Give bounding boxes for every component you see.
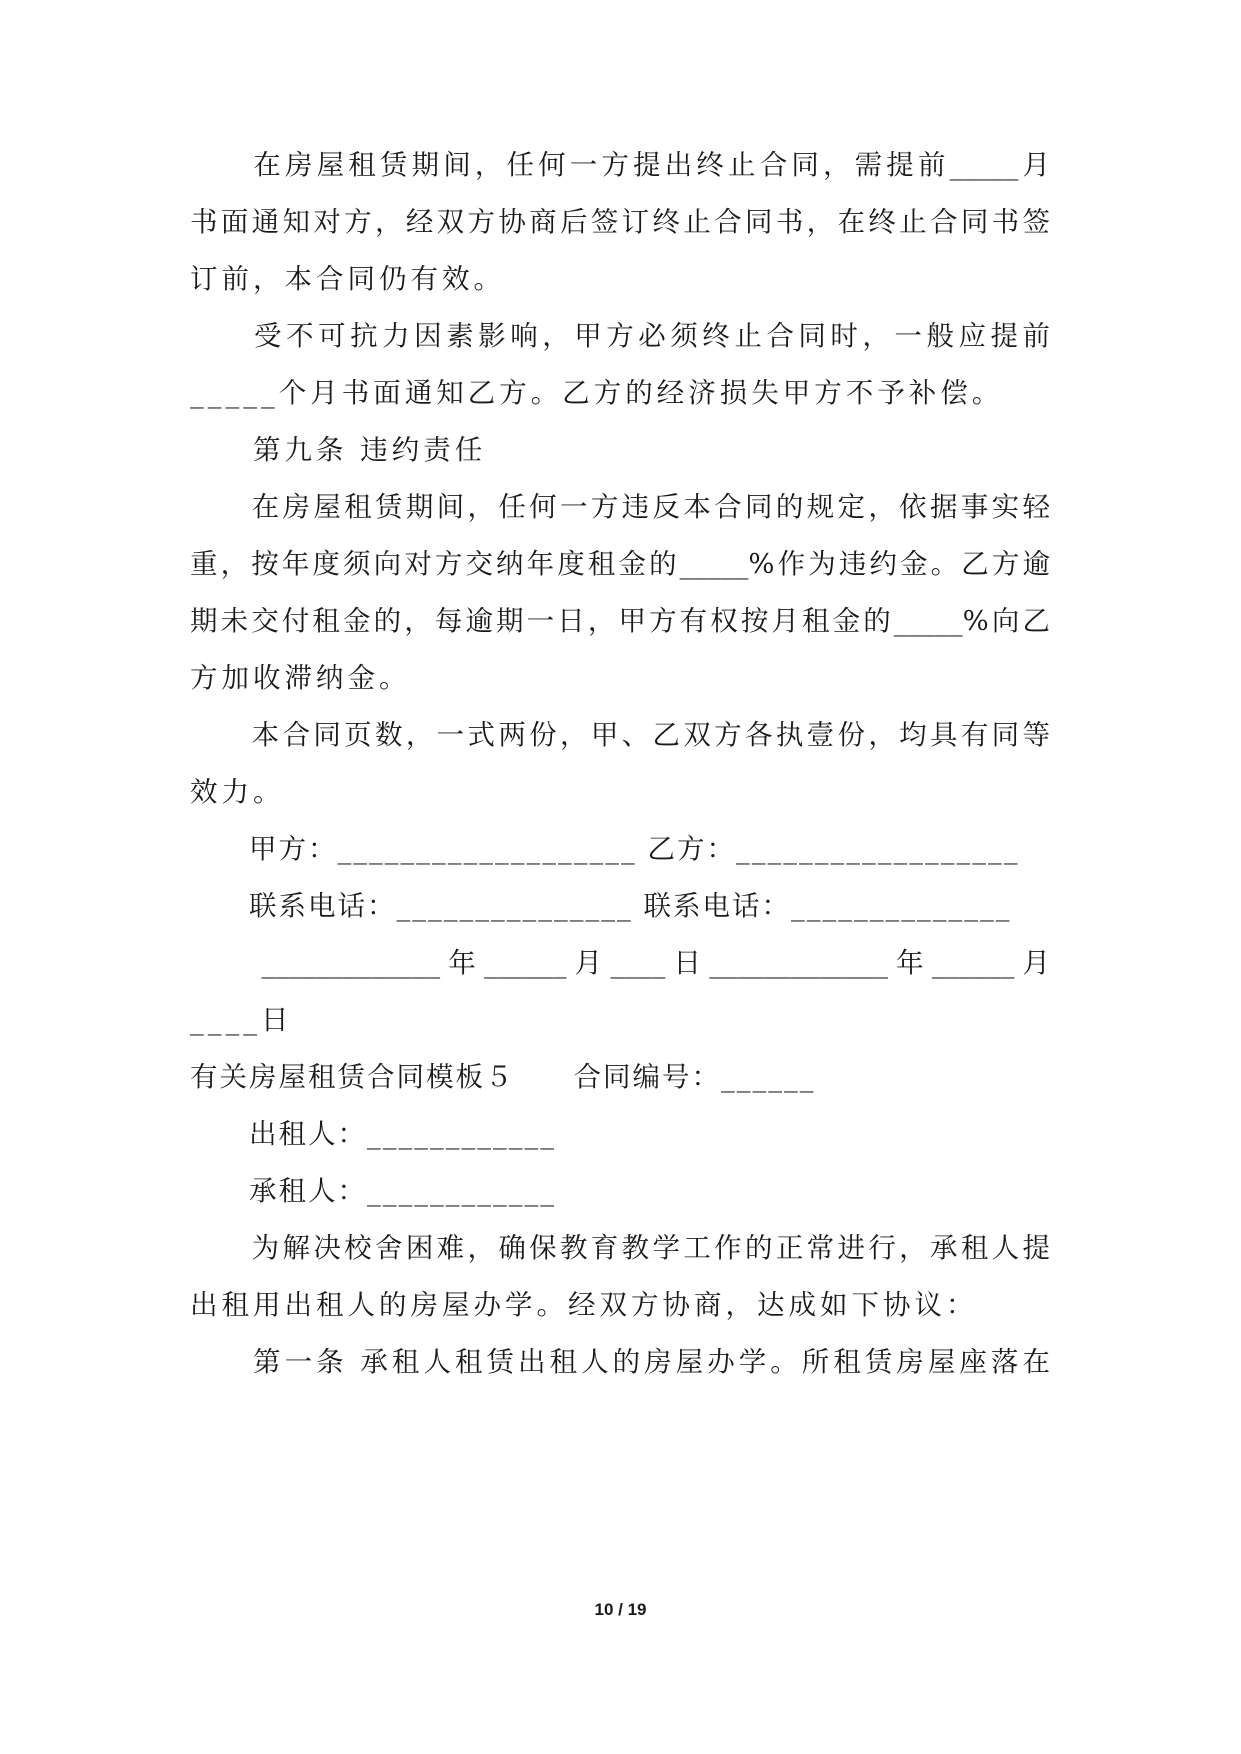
text-line: 出租用出租人的房屋办学。经双方协商，达成如下协议： — [190, 1289, 978, 1321]
date-line: ____日 — [190, 1004, 293, 1036]
contact-phone-line: 联系电话：_______________ 联系电话：______________ — [190, 890, 1012, 922]
text-line: 为解决校舍困难，确保教育教学工作的正常进行，承租人提 — [190, 1232, 1050, 1264]
text-line: 受不可抗力因素影响，甲方必须终止合同时，一般应提前 — [190, 320, 1050, 352]
text-line: 重，按年度须向对方交纳年度租金的_____%作为违约金。乙方逾 — [190, 548, 1050, 580]
section-heading: 第九条 违约责任 — [190, 434, 487, 466]
text-line: 第一条 承租人租赁出租人的房屋办学。所租赁房屋座落在 — [190, 1346, 1050, 1378]
page-number: 10 / 19 — [594, 1600, 647, 1619]
date-line: _____________年______月____日_____________年______月 — [190, 947, 1050, 979]
signature-party-line: 甲方：___________________ 乙方：__________________ — [190, 833, 1020, 865]
text-line: 期未交付租金的，每逾期一日，甲方有权按月租金的_____%向乙 — [190, 605, 1050, 637]
contract-title: 有关房屋租赁合同模板５ 合同编号：______ — [190, 1061, 816, 1093]
text-line: 书面通知对方，经双方协商后签订终止合同书，在终止合同书签 — [190, 206, 1050, 238]
lessee-line: 承租人：____________ — [190, 1175, 556, 1207]
text-line: _____个月书面通知乙方。乙方的经济损失甲方不予补偿。 — [190, 377, 1004, 409]
text-line: 本合同页数，一式两份，甲、乙双方各执壹份，均具有同等 — [190, 719, 1050, 751]
lessor-line: 出租人：____________ — [190, 1118, 556, 1150]
text-line: 在房屋租赁期间，任何一方提出终止合同，需提前_____月 — [190, 149, 1050, 181]
text-line: 在房屋租赁期间，任何一方违反本合同的规定，依据事实轻 — [190, 491, 1050, 523]
text-line: 方加收滞纳金。 — [190, 662, 411, 694]
text-line: 订前，本合同仍有效。 — [190, 263, 505, 295]
text-line: 效力。 — [190, 776, 285, 808]
